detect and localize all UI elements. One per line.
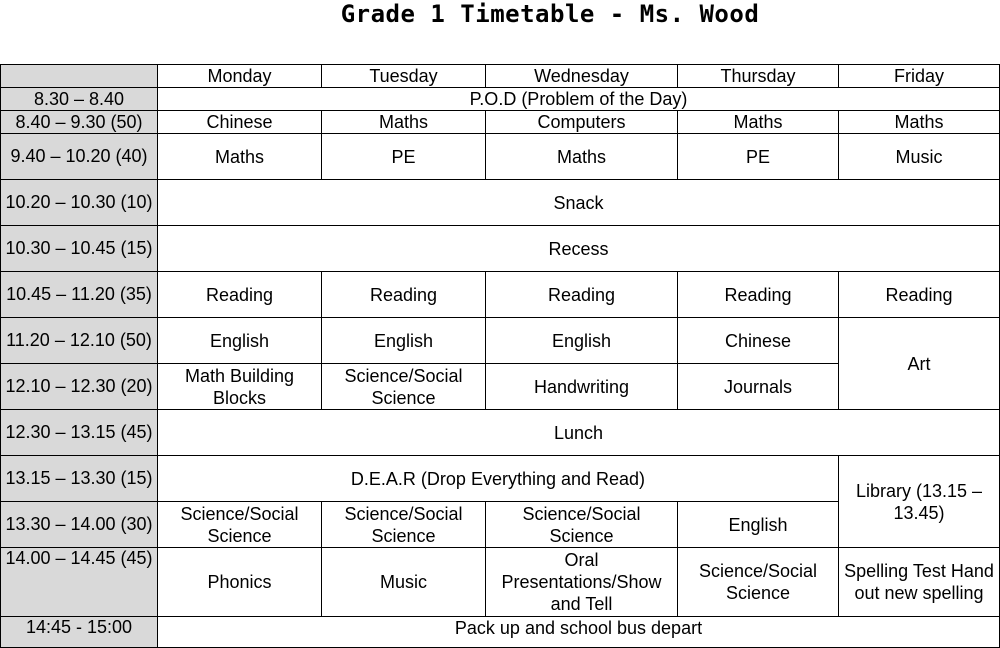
- dear-cell: D.E.A.R (Drop Everything and Read): [158, 456, 839, 502]
- table-row: [1, 617, 1000, 648]
- lesson-cell: Maths: [486, 134, 678, 180]
- table-row: [1, 180, 1000, 226]
- page-title: Grade 1 Timetable - Ms. Wood: [340, 0, 760, 28]
- snack-cell: Snack: [158, 180, 1000, 226]
- lesson-cell: Reading: [839, 272, 1000, 318]
- time-cell: 10.30 – 10.45 (15): [1, 226, 158, 272]
- lesson-cell: Chinese: [678, 318, 839, 364]
- lesson-cell: Reading: [322, 272, 486, 318]
- lesson-cell: Reading: [678, 272, 839, 318]
- lesson-cell: Math Building Blocks: [158, 364, 322, 410]
- art-cell: Art: [839, 318, 1000, 410]
- time-cell: 14.00 – 14.45 (45): [1, 548, 158, 617]
- lesson-cell: English: [486, 318, 678, 364]
- day-header-tuesday: Tuesday: [322, 65, 486, 88]
- lesson-cell: Spelling Test Hand out new spelling: [839, 548, 1000, 617]
- table-row: [1, 548, 1000, 617]
- day-header-thursday: Thursday: [678, 65, 839, 88]
- lesson-cell: English: [322, 318, 486, 364]
- header-row: [1, 65, 1000, 88]
- time-cell: 12.30 – 13.15 (45): [1, 410, 158, 456]
- lesson-cell: Music: [322, 548, 486, 617]
- lesson-cell: Maths: [158, 134, 322, 180]
- table-row: [1, 456, 1000, 502]
- lesson-cell: English: [678, 502, 839, 548]
- lesson-cell: PE: [322, 134, 486, 180]
- lesson-cell: Journals: [678, 364, 839, 410]
- time-cell: 8.30 – 8.40: [1, 88, 158, 111]
- time-cell: 10.20 – 10.30 (10): [1, 180, 158, 226]
- lesson-cell: Chinese: [158, 111, 322, 134]
- lesson-cell: Handwriting: [486, 364, 678, 410]
- lesson-cell: Science/Social Science: [678, 548, 839, 617]
- lesson-cell: Science/Social Science: [486, 502, 678, 548]
- corner-cell: [1, 65, 158, 88]
- time-cell: 8.40 – 9.30 (50): [1, 111, 158, 134]
- table-row: [1, 410, 1000, 456]
- lesson-cell: Oral Presentations/Show and Tell: [486, 548, 678, 617]
- lesson-cell: Reading: [158, 272, 322, 318]
- table-row: [1, 111, 1000, 134]
- time-cell: 13.15 – 13.30 (15): [1, 456, 158, 502]
- time-cell: 14:45 - 15:00: [1, 617, 158, 648]
- lesson-cell: Reading: [486, 272, 678, 318]
- lesson-cell: Phonics: [158, 548, 322, 617]
- lesson-cell: Maths: [839, 111, 1000, 134]
- day-header-wednesday: Wednesday: [486, 65, 678, 88]
- time-cell: 11.20 – 12.10 (50): [1, 318, 158, 364]
- lesson-cell: Science/Social Science: [322, 502, 486, 548]
- lesson-cell: Science/Social Science: [158, 502, 322, 548]
- lesson-cell: PE: [678, 134, 839, 180]
- lesson-cell: Music: [839, 134, 1000, 180]
- table-row: [1, 134, 1000, 180]
- timetable: [0, 64, 1000, 648]
- recess-cell: Recess: [158, 226, 1000, 272]
- table-row: [1, 272, 1000, 318]
- lesson-cell: Maths: [678, 111, 839, 134]
- table-row: [1, 318, 1000, 364]
- table-row: [1, 226, 1000, 272]
- time-cell: 12.10 – 12.30 (20): [1, 364, 158, 410]
- time-cell: 10.45 – 11.20 (35): [1, 272, 158, 318]
- packup-cell: Pack up and school bus depart: [158, 617, 1000, 648]
- lesson-cell: Science/Social Science: [322, 364, 486, 410]
- library-cell: Library (13.15 – 13.45): [839, 456, 1000, 548]
- table-row: [1, 88, 1000, 111]
- lesson-cell: English: [158, 318, 322, 364]
- time-cell: 9.40 – 10.20 (40): [1, 134, 158, 180]
- day-header-friday: Friday: [839, 65, 1000, 88]
- lesson-cell: Computers: [486, 111, 678, 134]
- lesson-cell: Maths: [322, 111, 486, 134]
- day-header-monday: Monday: [158, 65, 322, 88]
- lunch-cell: Lunch: [158, 410, 1000, 456]
- time-cell: 13.30 – 14.00 (30): [1, 502, 158, 548]
- pod-cell: P.O.D (Problem of the Day): [158, 88, 1000, 111]
